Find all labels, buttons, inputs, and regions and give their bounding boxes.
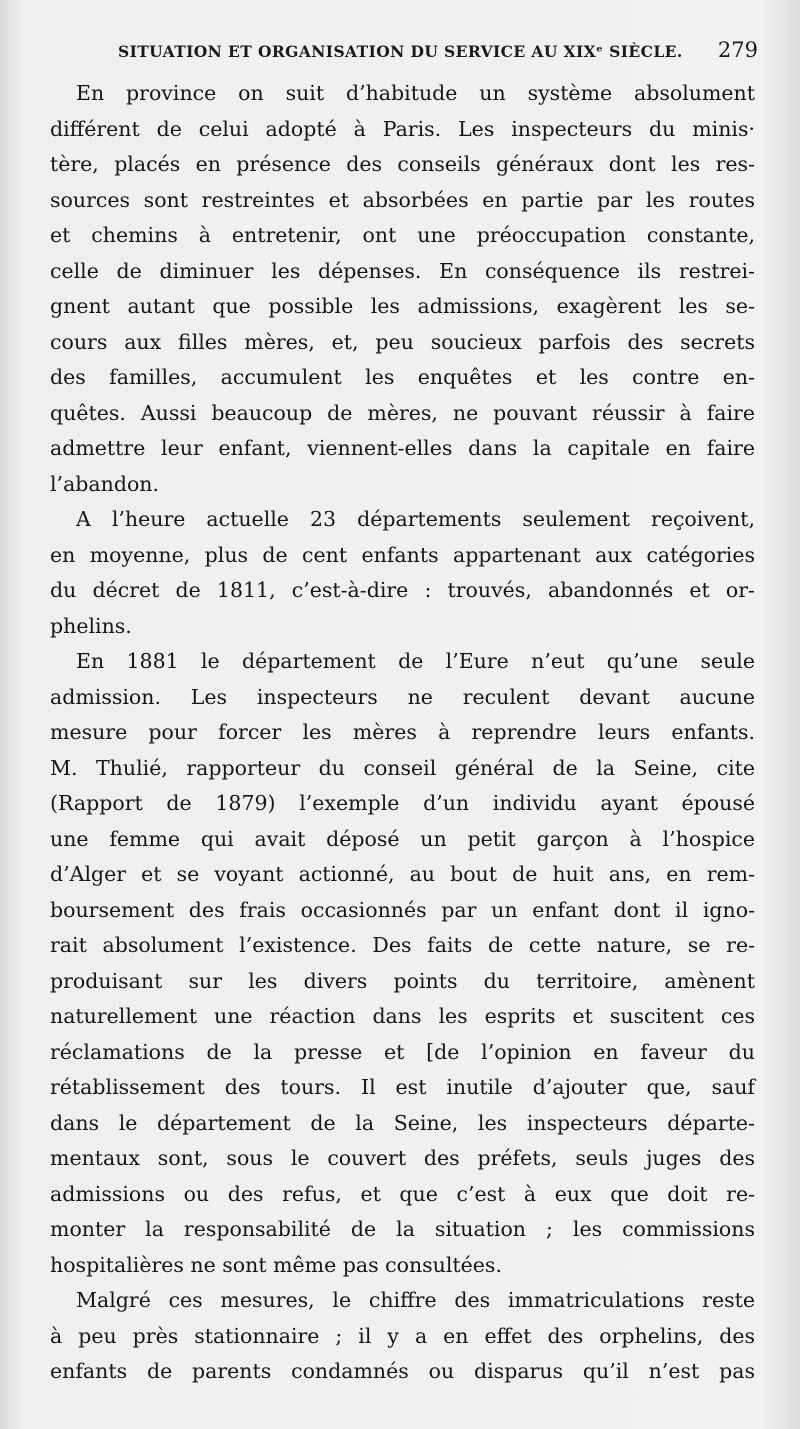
text-line: en moyenne, plus de cent enfants appartenant aux catégories [50,542,755,567]
text-line: enfants de parents condamnés ou disparus qu’il n’est pas [50,1359,755,1383]
text-line: quêtes. Aussi beaucoup de mères, ne pouvant réussir à faire [50,400,755,425]
text-line: à peu près stationnaire ; il y a en effet des orphelins, des [50,1323,755,1348]
text-line: hospitalières ne sont même pas consultées. [50,1252,502,1277]
text-line: réclamations de la presse et [de l’opinion en faveur du [50,1039,755,1064]
text-line: admission. Les inspecteurs ne reculent devant aucune [50,684,755,709]
text-line: mesure pour forcer les mères à reprendre leurs enfants. [50,720,755,744]
text-line: du décret de 1811, c’est-à-dire : trouvés, abandonnés et or- [50,578,755,602]
text-line: rait absolument l’existence. Des faits de cette nature, se re- [50,933,755,957]
text-line: l’abandon. [50,471,160,496]
text-line: différent de celui adopté à Paris. Les inspecteurs du minis· [50,116,755,141]
text-line: boursement des frais occasionnés par un enfant dont il igno- [50,897,755,922]
text-line: naturellement une réaction dans les esprits et suscitent ces [50,1004,755,1028]
text-line: celle de diminuer les dépenses. En conséquence ils restrei- [50,258,755,283]
text-line: cours aux filles mères, et, peu soucieux parfois des secrets [50,329,755,354]
running-header [118,38,758,68]
text-line: des familles, accumulent les enquêtes et les contre en- [50,365,755,389]
text-line: (Rapport de 1879) l’exemple d’un individu ayant épousé [50,791,755,815]
text-line: tère, placés en présence des conseils généraux dont les res- [50,152,755,176]
text-line: admettre leur enfant, viennent-elles dans la capitale en faire [50,436,755,460]
text-line: dans le département de la Seine, les inspecteurs départe- [50,1110,755,1135]
text-line: phelins. [50,613,132,638]
text-line: et chemins à entretenir, ont une préoccupation constante, [50,223,755,247]
running-title: SITUATION ET ORGANISATION DU SERVICE AU XIXᵉ SIÈCLE. [118,42,683,61]
text-line: sources sont restreintes et absorbées en partie par les routes [50,187,755,212]
body-text [50,76,755,1390]
page-number: 279 [717,38,758,62]
text-line: M. Thulié, rapporteur du conseil général de la Seine, cite [50,755,755,780]
text-line: une femme qui avait déposé un petit garçon à l’hospice [50,826,755,851]
text-line: A l’heure actuelle 23 départements seulement reçoivent, [76,507,755,531]
text-line: d’Alger et se voyant actionné, au bout de huit ans, en rem- [50,862,755,886]
text-line: rétablissement des tours. Il est inutile d’ajouter que, sauf [50,1075,755,1099]
text-line: En province on suit d’habitude un système absolument [76,81,755,105]
text-line: produisant sur les divers points du territoire, amènent [50,968,755,993]
text-line: mentaux sont, sous le couvert des préfets, seuls juges des [50,1146,755,1170]
text-line: Malgré ces mesures, le chiffre des immatriculations reste [76,1288,755,1312]
text-line: admissions ou des refus, et que c’est à eux que doit re- [50,1181,755,1206]
text-line: gnent autant que possible les admissions, exagèrent les se- [50,294,755,318]
text-line: monter la responsabilité de la situation ; les commissions [50,1217,755,1241]
text-line: En 1881 le département de l’Eure n’eut qu’une seule [76,649,755,673]
